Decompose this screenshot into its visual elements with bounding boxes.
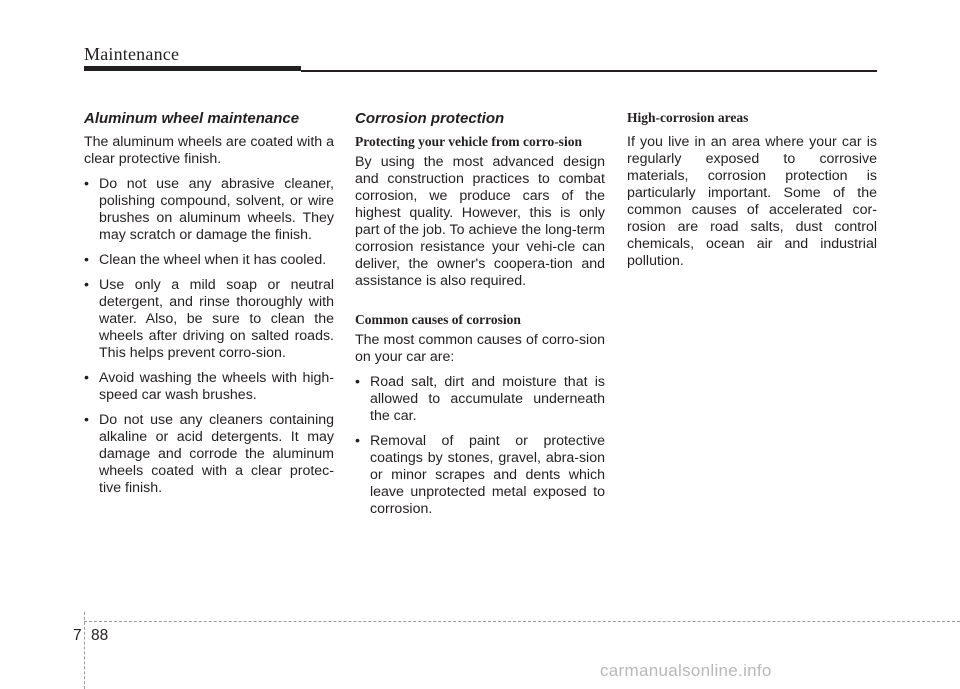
bullet-icon: • bbox=[84, 252, 89, 268]
subheading-high-corrosion: High-corrosion areas bbox=[627, 110, 749, 125]
column-high-corrosion bbox=[627, 110, 877, 278]
list-item: • Avoid washing the wheels with high-speed car wash brushes. bbox=[84, 370, 334, 403]
column-aluminum-wheel bbox=[84, 110, 334, 505]
subheading-common-causes: Common causes of corrosion bbox=[355, 312, 521, 327]
bullet-icon: • bbox=[84, 370, 89, 386]
page-number: 88 bbox=[91, 627, 109, 644]
section-heading-aluminum: Aluminum wheel maintenance bbox=[84, 110, 300, 127]
footer-dashed-vertical-rule bbox=[84, 612, 85, 689]
list-item: • Removal of paint or protective coatings by stones, gravel, abra-sion or minor scrapes and dents which leave unprotected metal exposed to corrosion. bbox=[355, 433, 605, 517]
list-item: • Do not use any cleaners containing alkaline or acid detergents. It may damage and corrode the aluminum wheels coated with a clear protec-tive finish. bbox=[84, 412, 334, 496]
intro-paragraph: The aluminum wheels are coated with a clear protective finish. bbox=[84, 134, 334, 167]
footer-dashed-horizontal-rule bbox=[84, 621, 960, 622]
page-header-title: Maintenance bbox=[84, 44, 180, 64]
aluminum-bullet-list bbox=[84, 176, 334, 497]
watermark-text: carmanualsonline.info bbox=[600, 661, 772, 680]
list-item: • Road salt, dirt and moisture that is allowed to accumulate underneath the car. bbox=[355, 374, 605, 424]
chapter-number: 7 bbox=[73, 627, 82, 644]
section-heading-corrosion: Corrosion protection bbox=[355, 110, 505, 127]
bullet-icon: • bbox=[84, 412, 89, 428]
bullet-icon: • bbox=[355, 433, 360, 449]
paragraph-common-causes: The most common causes of corro-sion on your car are: bbox=[355, 332, 605, 365]
subheading-protecting: Protecting your vehicle from corro-sion bbox=[355, 134, 582, 149]
bullet-icon: • bbox=[84, 277, 89, 293]
paragraph-high-corrosion: If you live in an area where your car is regularly exposed to corrosive materials, corrosion protection is particularly important. Some of the common causes of accelerated cor-rosion are road salts, dust control chemicals, ocean air and industrial pollution. bbox=[627, 134, 877, 269]
list-item: • Clean the wheel when it has cooled. bbox=[84, 252, 327, 268]
list-item: • Use only a mild soap or neutral detergent, and rinse thoroughly with water. Also, be sure to clean the wheels after driving on salted roads. This helps prevent corro-sion. bbox=[84, 277, 334, 361]
paragraph-protecting: By using the most advanced design and construction practices to combat corrosion, we produce cars of the highest quality. However, this is only part of the job. To achieve the long-term corrosion resistance your vehi-cle can deliver, the owner's coopera-tion and assistance is also required. bbox=[355, 154, 605, 289]
column-corrosion-protection bbox=[355, 110, 605, 526]
bullet-icon: • bbox=[84, 176, 89, 192]
header-rule-thin bbox=[301, 70, 877, 72]
list-item: • Do not use any abrasive cleaner, polishing compound, solvent, or wire brushes on aluminum wheels. They may scratch or damage the finish. bbox=[84, 176, 334, 243]
header-rule-thick bbox=[84, 66, 301, 71]
bullet-icon: • bbox=[355, 374, 360, 390]
corrosion-bullet-list bbox=[355, 374, 605, 518]
